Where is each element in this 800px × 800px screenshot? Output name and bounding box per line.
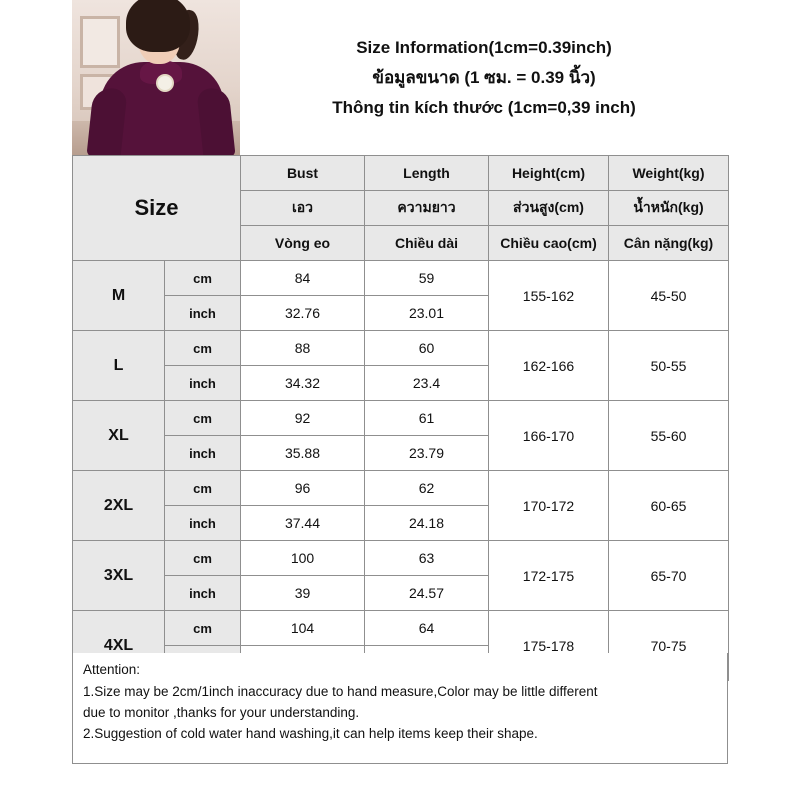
row-unit-cm: cm [165,471,241,506]
title-line-en: Size Information(1cm=0.39inch) [356,37,612,57]
header-bust-th: เอว [241,191,365,226]
row-unit-inch: inch [165,576,241,611]
row-bust-inch: 32.76 [241,296,365,331]
row-height-range: 175-178 [489,611,609,681]
header-length-vi: Chiều dài [365,226,489,261]
header-weight-th: น้ำหนัก(kg) [609,191,729,226]
row-weight-range: 60-65 [609,471,729,541]
row-length-inch: 23.4 [365,366,489,401]
row-unit-inch: inch [165,296,241,331]
attention-line-2: due to monitor ,thanks for your understanding. [83,705,360,720]
header-height-th: ส่วนสูง(cm) [489,191,609,226]
row-unit-cm: cm [165,611,241,646]
table-row [73,471,729,506]
table-row [73,401,729,436]
row-bust-cm: 100 [241,541,365,576]
row-bust-inch: 34.32 [241,366,365,401]
table-header-row-en [73,156,729,191]
table-row [73,541,729,576]
row-unit-cm: cm [165,261,241,296]
row-weight-range: 70-75 [609,611,729,681]
row-size-label: 3XL [73,541,165,611]
table-row [73,611,729,646]
row-size-label: 4XL [73,611,165,681]
row-unit-cm: cm [165,401,241,436]
row-size-label: M [73,261,165,331]
row-weight-range: 55-60 [609,401,729,471]
header-length-th: ความยาว [365,191,489,226]
row-unit-cm: cm [165,331,241,366]
row-bust-cm: 92 [241,401,365,436]
row-size-label: XL [73,401,165,471]
header-bust-vi: Vòng eo [241,226,365,261]
size-table [72,155,729,681]
row-length-cm: 59 [365,261,489,296]
row-weight-range: 50-55 [609,331,729,401]
row-length-cm: 60 [365,331,489,366]
attention-note [72,653,728,764]
brooch-icon [158,76,172,90]
row-bust-inch: 35.88 [241,436,365,471]
size-header-cell: Size [73,156,241,261]
attention-line-3: 2.Suggestion of cold water hand washing,it can help items keep their shape. [83,726,538,741]
row-unit-inch: inch [165,366,241,401]
row-height-range: 155-162 [489,261,609,331]
row-length-inch: 23.79 [365,436,489,471]
header-bust-en: Bust [241,156,365,191]
row-bust-cm: 88 [241,331,365,366]
row-bust-inch: 39 [241,576,365,611]
row-height-range: 162-166 [489,331,609,401]
row-height-range: 166-170 [489,401,609,471]
header-weight-vi: Cân nặng(kg) [609,226,729,261]
header-height-en: Height(cm) [489,156,609,191]
header-weight-en: Weight(kg) [609,156,729,191]
model-hair [126,0,190,52]
wall-frame-icon [80,16,120,68]
row-unit-inch: inch [165,436,241,471]
row-bust-inch: 37.44 [241,506,365,541]
row-length-cm: 61 [365,401,489,436]
row-length-cm: 64 [365,611,489,646]
table-row [73,261,729,296]
row-length-inch: 24.18 [365,506,489,541]
title-line-th: ข้อมูลขนาด (1 ซม. = 0.39 นิ้ว) [372,67,596,87]
attention-line-1: 1.Size may be 2cm/1inch inaccuracy due to hand measure,Color may be little different [83,684,598,699]
row-bust-cm: 84 [241,261,365,296]
header-length-en: Length [365,156,489,191]
row-unit-cm: cm [165,541,241,576]
title-line-vi: Thông tin kích thước (1cm=0,39 inch) [332,97,636,117]
row-unit-inch: inch [165,506,241,541]
row-bust-cm: 96 [241,471,365,506]
row-size-label: 2XL [73,471,165,541]
row-height-range: 172-175 [489,541,609,611]
row-length-cm: 62 [365,471,489,506]
row-size-label: L [73,331,165,401]
attention-title: Attention: [83,662,141,677]
row-length-cm: 63 [365,541,489,576]
product-photo [72,0,240,155]
header-height-vi: Chiều cao(cm) [489,226,609,261]
row-height-range: 170-172 [489,471,609,541]
row-weight-range: 65-70 [609,541,729,611]
row-weight-range: 45-50 [609,261,729,331]
row-bust-cm: 104 [241,611,365,646]
table-row [73,331,729,366]
row-length-inch: 23.01 [365,296,489,331]
size-information-title-block [240,0,728,155]
row-length-inch: 24.57 [365,576,489,611]
